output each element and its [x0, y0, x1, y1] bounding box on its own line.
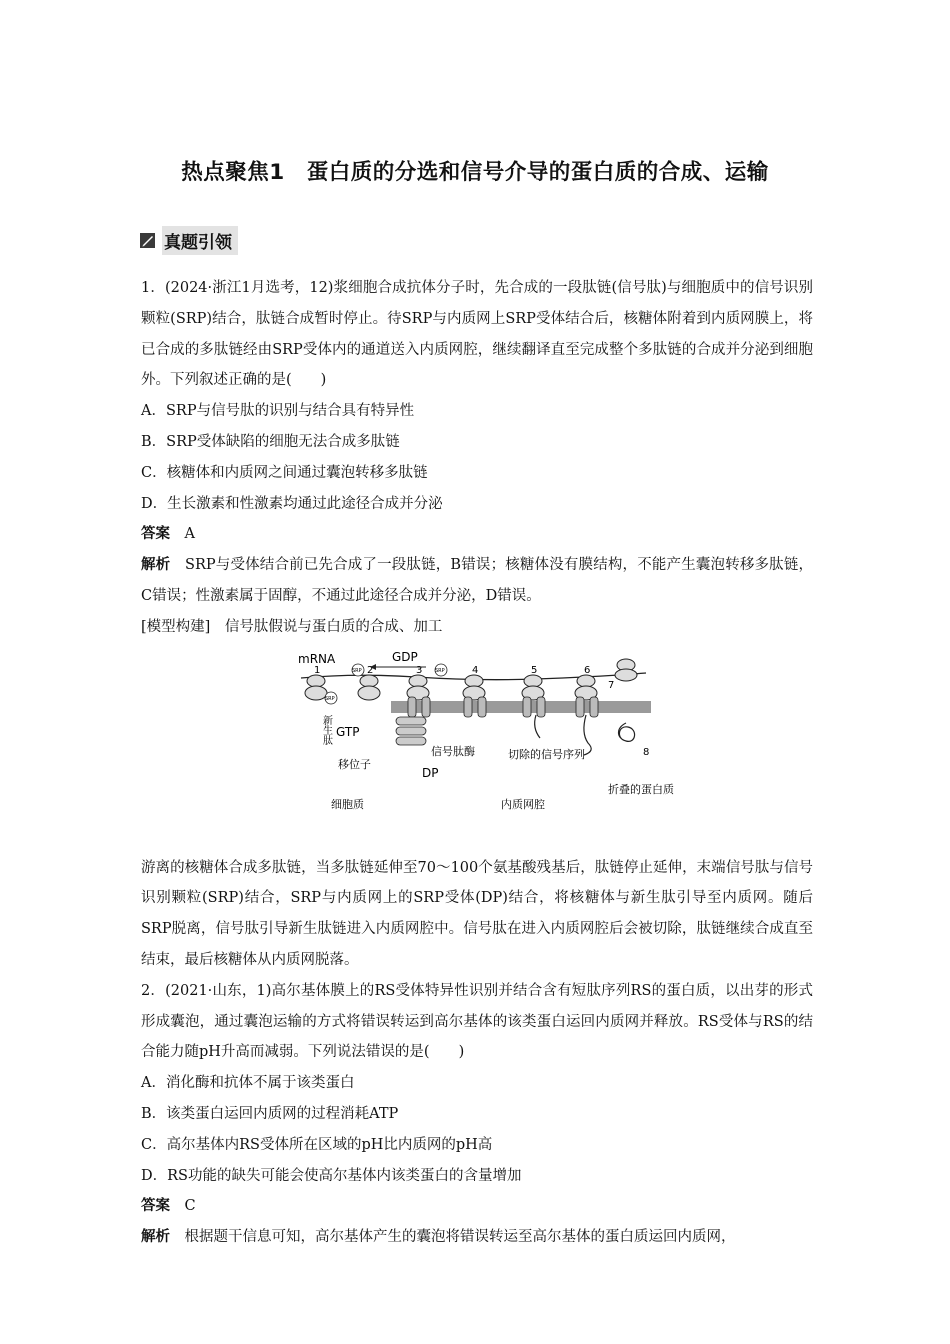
step-5: 5 — [531, 664, 538, 676]
q1-option-b: B．SRP受体缺陷的细胞无法合成多肽链 — [141, 433, 400, 450]
q2-option-c: C．高尔基体内RS受体所在区域的pH比内质网的pH高 — [141, 1136, 493, 1153]
document-body — [141, 273, 813, 1253]
signal-peptide-diagram — [141, 643, 813, 853]
translocon-3b — [422, 697, 430, 717]
dp-receptor-2 — [396, 727, 426, 735]
dp-receptor-1 — [396, 717, 426, 725]
label-gtp: GTP — [336, 724, 360, 739]
q1-option-a: A．SRP与信号肽的识别与结合具有特异性 — [141, 403, 415, 420]
label-mrna: mRNA — [298, 651, 336, 666]
step-8: 8 — [643, 746, 650, 758]
label-signal-peptidase: 信号肽酶 — [431, 744, 475, 758]
translocon-4b — [478, 697, 486, 717]
step-4: 4 — [472, 664, 479, 676]
label-gdp: GDP — [392, 649, 418, 664]
q2-answer: C — [184, 1198, 196, 1215]
translocon-3a — [408, 697, 416, 717]
analysis-label: 解析 — [141, 557, 171, 574]
q1-option-d: D．生长激素和性激素均通过此途径合成并分泌 — [141, 495, 443, 512]
q2-answer-row — [141, 1191, 813, 1222]
step-1: 1 — [314, 664, 321, 676]
q2-analysis-text: 根据题干信息可知，高尔基体产生的囊泡将错误转运至高尔基体的蛋白质运回内质网， — [184, 1229, 736, 1246]
q2-option-b: B．该类蛋白运回内质网的过程消耗ATP — [141, 1105, 399, 1122]
folded-protein-shape — [619, 723, 635, 741]
model-text: 信号肽假说与蛋白质的合成、加工 — [224, 618, 443, 635]
model-explanation: 游离的核糖体合成多肽链，当多肽链延伸至70～100个氨基酸残基后，肽链停止延伸，末端信号肽与信号识别颗粒(SRP)结合，SRP与内质网上的SRP受体(DP)结合，将核糖体与新生肽引导至内质网。随后SRP脱离，信号肽引导新生肽链进入内质网腔中。信号肽在进入内质网腔后会被切除，肽链继续合成直至结束，最后核糖体从内质网脱落。 — [141, 859, 813, 968]
section-title: 真题引领 — [162, 226, 238, 255]
question-1-stem: 1．(2024·浙江1月选考，12)浆细胞合成抗体分子时，先合成的一段肽链(信号肽)与细胞质中的信号识别颗粒(SRP)结合，肽链合成暂时停止。待SRP与内质网上SRP受体结合后，核糖体附着到内质网膜上，将已合成的多肽链经由SRP受体内的通道送入内质网腔，继续翻译直至完成整个多肽链的合成并分泌到细胞外。下列叙述正确的是( ) — [141, 280, 813, 389]
ribosome-6 — [577, 675, 595, 687]
answer-label: 答案 — [141, 1198, 170, 1215]
step-6: 6 — [584, 664, 591, 676]
label-folded-protein: 折叠的蛋白质 — [608, 782, 674, 796]
label-cut-signal: 切除的信号序列 — [508, 747, 585, 761]
translocon-5b — [537, 697, 545, 717]
ribosome-5 — [524, 675, 542, 687]
q1-answer: A — [184, 526, 195, 543]
step-3: 3 — [416, 664, 423, 676]
translocon-6a — [576, 697, 584, 717]
step-2: 2 — [367, 664, 374, 676]
label-dp: DP — [422, 765, 439, 780]
edit-icon — [140, 233, 155, 248]
step-7: 7 — [608, 679, 615, 691]
q2-option-a: A．消化酶和抗体不属于该类蛋白 — [141, 1075, 355, 1092]
translocon-5a — [523, 697, 531, 717]
q2-option-d: D．RS功能的缺失可能会使高尔基体内该类蛋白的含量增加 — [141, 1167, 522, 1184]
model-heading — [141, 612, 813, 643]
label-er-lumen: 内质网腔 — [501, 797, 545, 811]
label-srp-2: SRP — [325, 695, 335, 702]
cut-signal-chain — [535, 715, 540, 738]
dp-receptor-3 — [396, 737, 426, 745]
answer-label: 答案 — [141, 526, 170, 543]
q2-analysis — [141, 1222, 813, 1253]
analysis-label: 解析 — [141, 1229, 170, 1246]
label-translocon: 移位子 — [338, 757, 371, 771]
section-heading — [140, 227, 238, 253]
label-srp-1: SRP — [352, 667, 362, 674]
ribosome-4 — [465, 675, 483, 687]
ribosome-7-large — [615, 669, 637, 681]
label-new-peptide: 新生肽 — [320, 714, 332, 745]
ribosome-1-large — [305, 686, 327, 700]
label-srp-3: SRP — [435, 667, 445, 674]
ribosome-2 — [360, 675, 378, 687]
ribosome-2-large — [358, 686, 380, 700]
label-cytoplasm: 细胞质 — [331, 797, 364, 811]
ribosome-3 — [409, 675, 427, 687]
q1-analysis — [141, 550, 813, 612]
model-label: [模型构建] — [141, 618, 211, 635]
q1-answer-row — [141, 519, 813, 550]
q1-analysis-text: SRP与受体结合前已先合成了一段肽链，B错误；核糖体没有膜结构，不能产生囊泡转移多肽链，C错误；性激素属于固醇，不通过此途径合成并分泌，D错误。 — [141, 557, 814, 604]
growing-chain — [584, 715, 591, 755]
question-2-stem: 2．(2021·山东，1)高尔基体膜上的RS受体特异性识别并结合含有短肽序列RS的蛋白质，以出芽的形式形成囊泡，通过囊泡运输的方式将错误转运到高尔基体的该类蛋白运回内质网并释放。RS受体与RS的结合能力随pH升高而减弱。下列说法错误的是( ) — [141, 982, 813, 1061]
translocon-6b — [590, 697, 598, 717]
q1-option-c: C．核糖体和内质网之间通过囊泡转移多肽链 — [141, 464, 428, 481]
page-title: 热点聚焦1 蛋白质的分选和信号介导的蛋白质的合成、运输 — [181, 160, 769, 185]
translocon-4a — [464, 697, 472, 717]
ribosome-1 — [307, 675, 325, 687]
